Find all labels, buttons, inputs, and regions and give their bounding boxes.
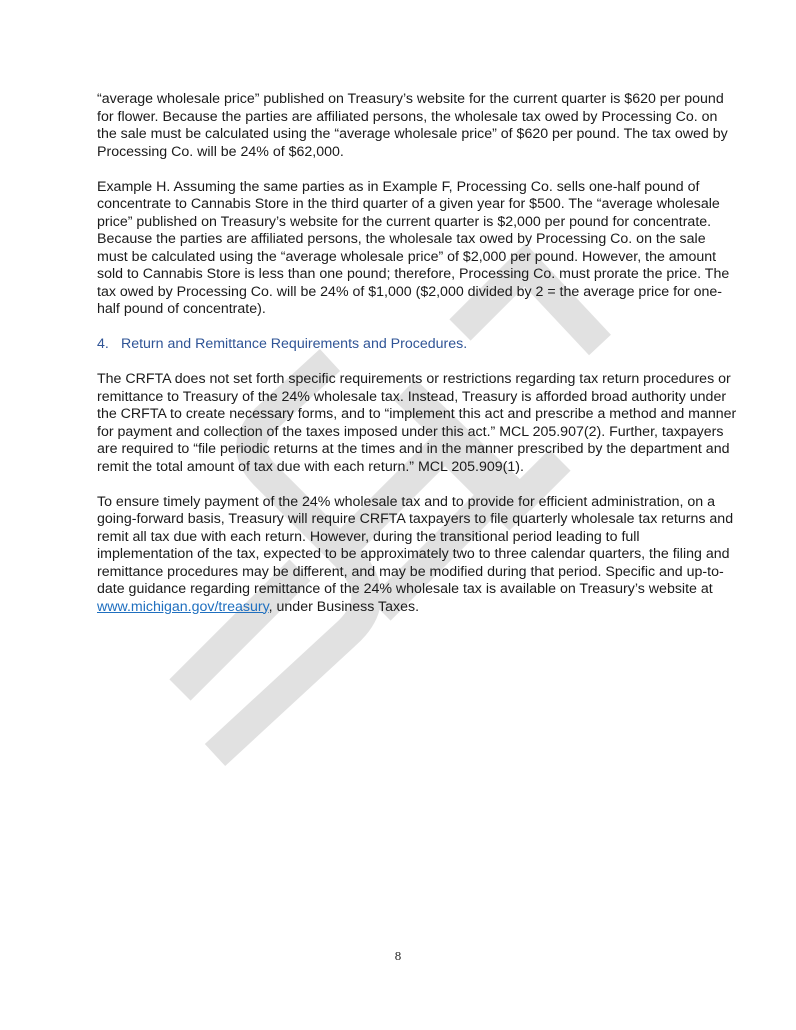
paragraph-text-end: , under Business Taxes. bbox=[268, 598, 420, 615]
document-body bbox=[97, 91, 737, 634]
paragraph-timely-payment bbox=[97, 494, 737, 617]
treasury-website-link[interactable]: www.michigan.gov/treasury bbox=[97, 598, 269, 615]
paragraph-text: To ensure timely payment of the 24% wholesale tax and to provide for efficient administration, on a going-forward basis, Treasury will require CRFTA taxpayers to file quarterly wholesale tax returns and remit all tax due with each return. However, during the transitional period leading to full implementation of the tax, expected to be approximately two to three calendar quarters, the filing and remittance procedures may be different, and may be modified during that period. Specific and up-to-date guidance regarding remittance of the 24% wholesale tax is available on Treasury’s website at bbox=[97, 493, 734, 597]
section-number: 4. bbox=[97, 336, 109, 352]
paragraph-crfta-requirements: The CRFTA does not set forth specific requirements or restrictions regarding tax return procedures or remittance to Treasury of the 24% wholesale tax. Instead, Treasury is afforded broad authority under the CRFTA to create necessary forms, and to “implement this act and prescribe a method and manner for payment and collection of the taxes imposed under this act.” MCL 205.907(2). Further, taxpayers are required to “file periodic returns at the times and in the manner prescribed by the department and remit the total amount of tax due with each return.” MCL 205.909(1). bbox=[97, 371, 737, 475]
paragraph-example-g-continuation: “average wholesale price” published on Treasury’s website for the current quarter is $620 per pound for flower. Because the parties are affiliated persons, the wholesale tax owed by Processing Co. on the sale must be calculated using the “average wholesale price” of $620 per pound. The tax owed by Processing Co. will be 24% of $62,000. bbox=[97, 91, 728, 160]
paragraph-example-h: Example H. Assuming the same parties as in Example F, Processing Co. sells one-half pound of concentrate to Cannabis Store in the third quarter of a given year for $500. The “average wholesale price” published on Treasury’s website for the current quarter is $2,000 per pound for concentrate. Because the parties are affiliated persons, the wholesale tax owed by Processing Co. on the sale must be calculated using the “average wholesale price” of $2,000 per pound. However, the amount sold to Cannabis Store is less than one pound; therefore, Processing Co. must prorate the price. The tax owed by Processing Co. will be 24% of $1,000 ($2,000 divided by 2 = the average price for one-half pound of concentrate). bbox=[97, 178, 730, 317]
section-title: Return and Remittance Requirements and Procedures. bbox=[120, 336, 468, 352]
page-number: 8 bbox=[394, 950, 402, 963]
section-heading bbox=[97, 336, 737, 354]
